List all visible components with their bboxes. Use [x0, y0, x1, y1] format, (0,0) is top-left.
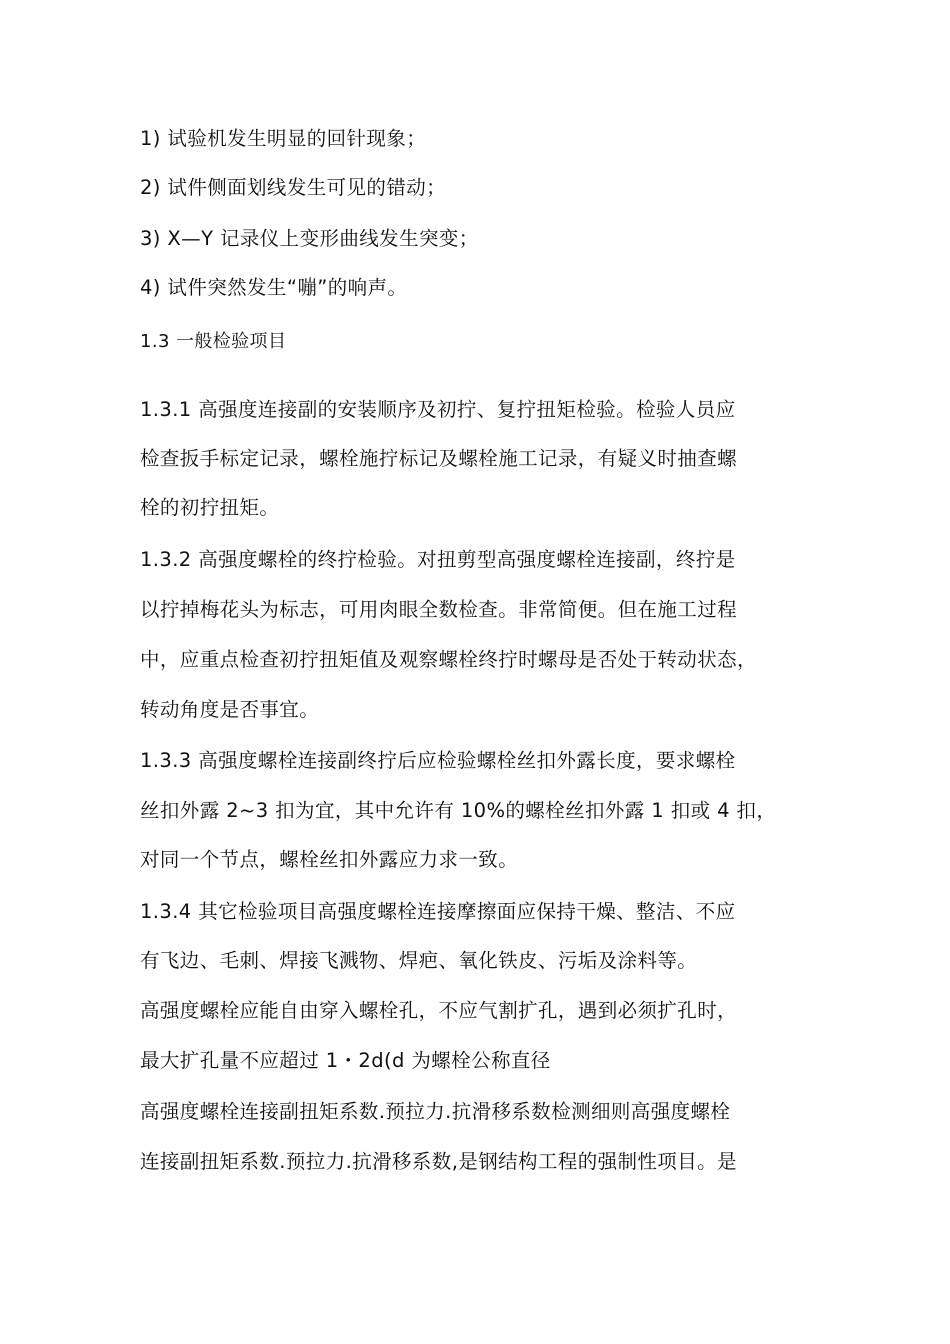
paragraph-1-3-1-line-3: 栓的初拧扭矩。	[140, 496, 280, 519]
paragraph-1-3-2-line-4: 转动角度是否事宜。	[140, 698, 320, 721]
paragraph-torque-line-1: 高强度螺栓连接副扭矩系数.预拉力.抗滑移系数检测细则高强度螺栓	[140, 1100, 731, 1123]
list-item-1: 1) 试验机发生明显的回针现象；	[140, 127, 427, 150]
paragraph-1-3-3-line-2: 丝扣外露 2~3 扣为宜，其中允许有 10%的螺栓丝扣外露 1 扣或 4 扣，	[140, 799, 777, 822]
list-item-2: 2) 试件侧面划线发生可见的错动；	[140, 176, 447, 199]
paragraph-1-3-4-line-2: 有飞边、毛刺、焊接飞溅物、焊疤、氧化铁皮、污垢及涂料等。	[140, 949, 698, 972]
paragraph-1-3-1-line-1: 1.3.1 高强度连接副的安装顺序及初拧、复拧扭矩检验。检验人员应	[140, 398, 736, 421]
list-item-3: 3) X—Y 记录仪上变形曲线发生突变；	[140, 227, 479, 250]
section-heading-1-3: 1.3 一般检验项目	[140, 331, 287, 352]
paragraph-1-3-2-line-1: 1.3.2 高强度螺栓的终拧检验。对扭剪型高强度螺栓连接副，终拧是	[140, 548, 736, 571]
paragraph-bolt-hole-line-2: 最大扩孔量不应超过 1・2d(d 为螺栓公称直径	[140, 1049, 551, 1072]
paragraph-1-3-3-line-3: 对同一个节点，螺栓丝扣外露应力求一致。	[140, 848, 519, 871]
paragraph-torque-line-2: 连接副扭矩系数.预拉力.抗滑移系数,是钢结构工程的强制性项目。是	[140, 1150, 737, 1173]
paragraph-1-3-1-line-2: 检查扳手标定记录，螺栓施拧标记及螺栓施工记录，有疑义时抽查螺	[140, 447, 738, 470]
paragraph-bolt-hole-line-1: 高强度螺栓应能自由穿入螺栓孔，不应气割扩孔，遇到必须扩孔时，	[140, 999, 738, 1022]
paragraph-1-3-3-line-1: 1.3.3 高强度螺栓连接副终拧后应检验螺栓丝扣外露长度，要求螺栓	[140, 749, 736, 772]
paragraph-1-3-2-line-2: 以拧掉梅花头为标志，可用肉眼全数检查。非常简便。但在施工过程	[140, 598, 738, 621]
paragraph-1-3-4-line-1: 1.3.4 其它检验项目高强度螺栓连接摩擦面应保持干燥、整洁、不应	[140, 900, 736, 923]
list-item-4: 4) 试件突然发生“嘣”的响声。	[140, 276, 408, 299]
paragraph-1-3-2-line-3: 中，应重点检查初拧扭矩值及观察螺栓终拧时螺母是否处于转动状态，	[140, 648, 757, 671]
